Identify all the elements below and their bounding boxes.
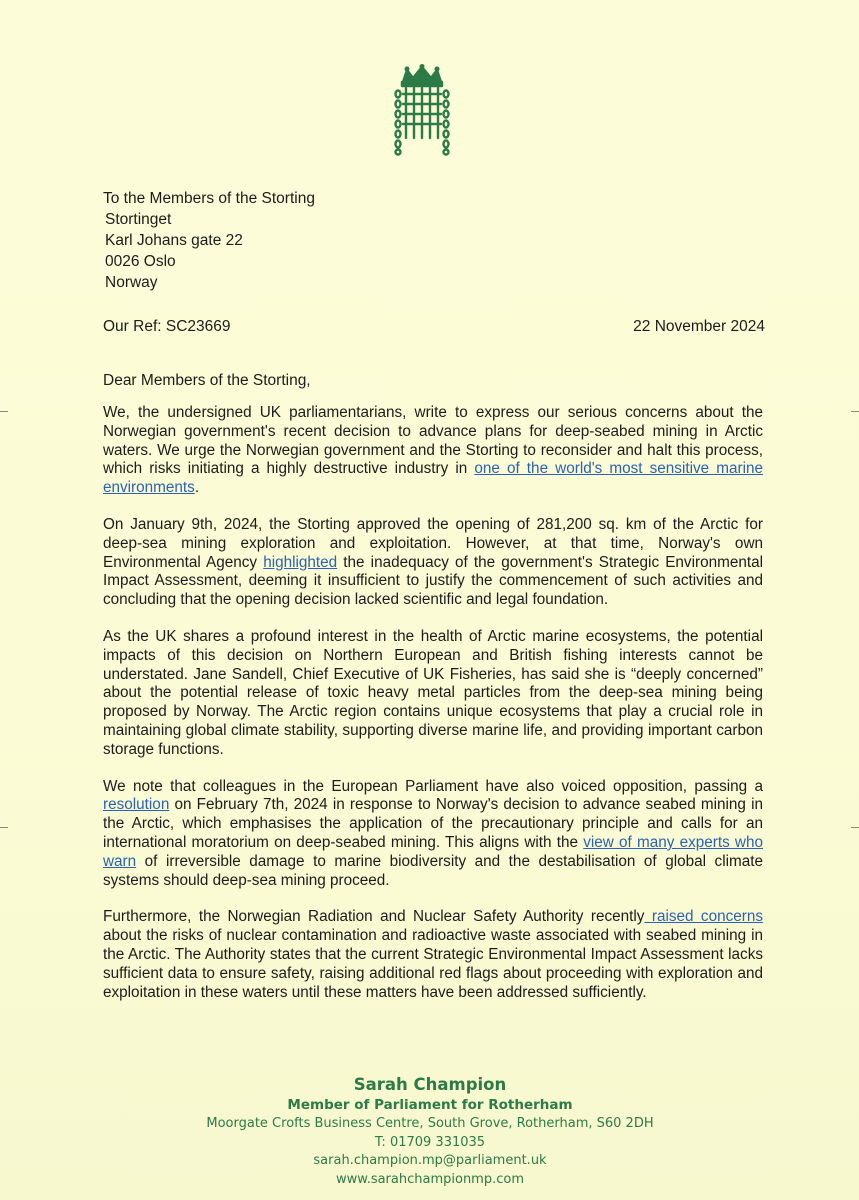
paragraph-5 bbox=[103, 908, 763, 1002]
signature-block bbox=[160, 1074, 700, 1189]
signatory-role: Member of Parliament for Rotherham bbox=[287, 1097, 573, 1113]
experts-view-link[interactable]: view of many experts who warn bbox=[103, 833, 763, 870]
paragraph-text: As the UK shares a profound interest in the health of Arctic marine ecosystems, the potential impacts of this decision on Northern European and British fishing interests cannot be understated. Jane Sandell, Chief Executive of UK Fisheries, has said she is “deeply concerned” about the potential release of toxic heavy metal particles from the deep-sea mining being proposed by Norway. The Arctic region contains unique ecosystems that play a crucial role in maintaining global climate stability, supporting diverse marine life, and providing important carbon storage functions. bbox=[103, 627, 763, 758]
letter-body bbox=[103, 404, 763, 1020]
portcullis-icon bbox=[393, 64, 451, 156]
sensitive-environments-link[interactable]: one of the world's most sensitive marine environments bbox=[103, 460, 763, 497]
signatory-name: Sarah Champion bbox=[353, 1075, 507, 1094]
email-address[interactable]: sarah.champion.mp@parliament.uk bbox=[313, 1153, 547, 1168]
our-reference: Our Ref: SC23669 bbox=[103, 318, 231, 335]
margin-tick-left-lower bbox=[0, 827, 8, 828]
phone-number: T: 01709 331035 bbox=[374, 1134, 486, 1150]
margin-tick-right bbox=[851, 411, 859, 412]
recipient-line: To the Members of the Storting bbox=[103, 190, 315, 207]
paragraph-text: We, the undersigned UK parliamentarians, write to express our serious concerns about the Norwegian government's recent decision to advance plans for deep-seabed mining in Arctic waters. We urge the Norwegian government and the Storting to reconsider and halt this process, which risks initiating a highly destructive industry in bbox=[103, 404, 763, 478]
paragraph-text: . bbox=[194, 479, 200, 497]
margin-tick-left bbox=[0, 411, 8, 412]
recipient-line: 0026 Oslo bbox=[105, 253, 176, 270]
letter-date: 22 November 2024 bbox=[633, 318, 765, 335]
paragraph-text: the inadequacy of the government's Strategic Environmental Impact Assessment, deeming it insufficient to justify the commencement of such activities and concluding that the opening decision lacked scientific and legal foundation. bbox=[103, 553, 763, 609]
paragraph-2 bbox=[103, 516, 763, 610]
paragraph-4 bbox=[103, 778, 763, 891]
recipient-line: Norway bbox=[105, 274, 158, 291]
resolution-link[interactable]: resolution bbox=[103, 796, 170, 814]
website-url[interactable]: www.sarahchampionmp.com bbox=[335, 1171, 524, 1187]
paragraph-text: of irreversible damage to marine biodiversity and the destabilisation of global climate systems should deep-sea mining proceed. bbox=[103, 852, 763, 889]
paragraph-1 bbox=[103, 404, 763, 498]
recipient-line: Karl Johans gate 22 bbox=[105, 232, 243, 249]
paragraph-text: On January 9th, 2024, the Storting approved the opening of 281,200 sq. km of the Arctic for deep-sea mining exploration and exploitation. However, at that time, Norway's own Environmental Agency bbox=[103, 515, 763, 571]
paragraph-text: We note that colleagues in the European Parliament have also voiced opposition, passing a bbox=[103, 777, 763, 795]
margin-tick-right-lower bbox=[851, 827, 859, 828]
office-address: Moorgate Crofts Business Centre, South Grove, Rotherham, S60 2DH bbox=[206, 1116, 654, 1131]
recipient-line: Stortinget bbox=[105, 211, 172, 228]
paragraph-3 bbox=[103, 628, 763, 760]
paragraph-text: about the risks of nuclear contamination and radioactive waste associated with seabed mining in the Arctic. The Authority states that the current Strategic Environmental Impact Assessment lacks sufficient data to ensure safety, raising additional red flags about proceeding with exploration and exploitation in these waters until these matters have been addressed sufficiently. bbox=[103, 927, 763, 1001]
salutation: Dear Members of the Storting, bbox=[103, 372, 311, 389]
paragraph-text: on February 7th, 2024 in response to Norway's decision to advance seabed mining in the Arctic, which emphasises the application of the precautionary principle and calls for an international moratorium on deep-seabed mining. This aligns with the bbox=[103, 796, 763, 851]
raised-concerns-link[interactable]: raised concerns bbox=[644, 908, 764, 926]
highlighted-link[interactable]: highlighted bbox=[263, 553, 338, 571]
reference-row bbox=[103, 316, 765, 337]
paragraph-text: Furthermore, the Norwegian Radiation and Nuclear Safety Authority recently bbox=[103, 908, 645, 926]
recipient-address bbox=[103, 188, 315, 293]
